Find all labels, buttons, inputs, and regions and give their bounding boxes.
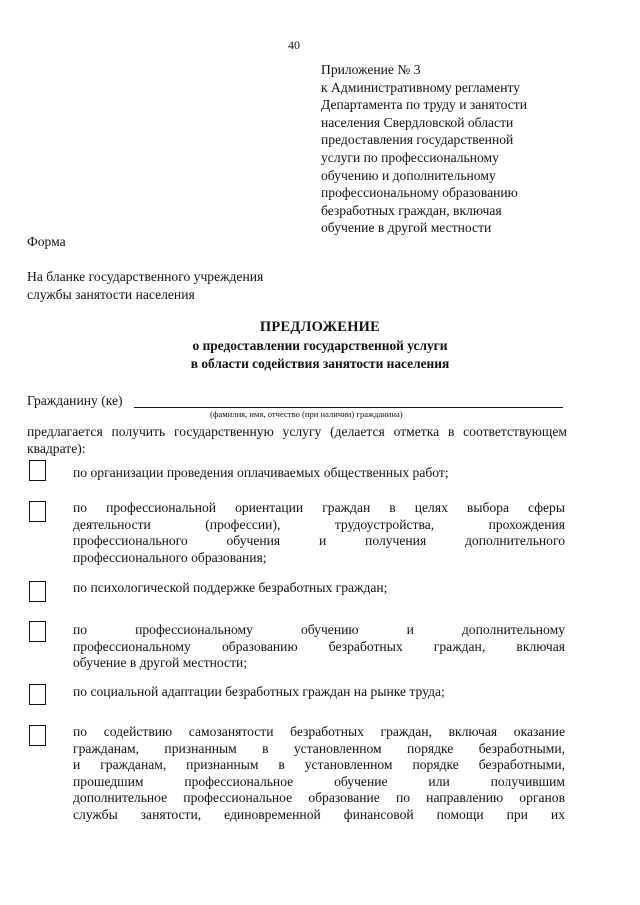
appendix-line: Департамента по труду и занятости: [321, 97, 527, 113]
option-line: по профессиональной ориентации граждан в целях выбора сферы: [73, 500, 565, 515]
appendix-line: профессиональному образованию: [321, 185, 518, 201]
option-vocational-training: [73, 622, 565, 672]
option-line: по социальной адаптации безработных граждан на рынке труда;: [73, 684, 445, 699]
intro-text: предлагается получить государственную услугу (делается отметка в соответствующем квадрате):: [27, 424, 567, 456]
option-line: профессионального обучения и получения дополнительного: [73, 533, 565, 549]
option-line: службы занятости, единовременной финансовой помощи при их: [73, 806, 565, 822]
appendix-line: услуги по профессиональному: [321, 149, 499, 165]
appendix-header: [321, 61, 581, 237]
option-social-adaptation: [73, 684, 565, 701]
appendix-line: обучение в другой местности: [321, 220, 492, 236]
appendix-line: населения Свердловской области: [321, 114, 514, 130]
page-number: 40: [288, 38, 300, 52]
citizen-label: Гражданину (ке): [27, 393, 123, 408]
appendix-line: Приложение № 3: [321, 62, 421, 77]
appendix-line: обучению и дополнительному: [321, 167, 496, 183]
option-line: по психологической поддержке безработных граждан;: [73, 580, 388, 595]
citizen-name-caption: (фамилия, имя, отчество (при наличии) гражданина): [210, 409, 403, 419]
appendix-line: предоставления государственной: [321, 132, 514, 148]
option-line: прошедшим профессиональное обучение или получившим: [73, 773, 565, 789]
checkbox-vocational-training[interactable]: [29, 621, 46, 642]
option-line: по организации проведения оплачиваемых общественных работ;: [73, 465, 449, 480]
appendix-line: к Административному регламенту: [321, 79, 521, 95]
checkbox-psych-support[interactable]: [29, 581, 46, 602]
option-line: профессионального образования;: [73, 549, 267, 565]
document-title: ПРЕДЛОЖЕНИЕ: [259, 319, 381, 335]
checkbox-social-adaptation[interactable]: [29, 684, 46, 705]
checkbox-public-works[interactable]: [29, 460, 46, 481]
citizen-name-field[interactable]: [134, 407, 563, 408]
document-subtitle: в области содействия занятости населения: [190, 356, 450, 371]
option-line: и гражданам, признанным в установленном порядке безработными,: [73, 757, 565, 773]
option-line: профессиональному образованию безработных граждан, включая: [73, 638, 565, 654]
checkbox-self-employment[interactable]: [29, 725, 46, 746]
option-line: дополнительное профессиональное образование по направлению органов: [73, 790, 565, 806]
form-label: Форма: [27, 234, 66, 249]
document-subtitle: о предоставлении государственной услуги: [192, 338, 448, 353]
option-line: деятельности (профессии), трудоустройства, прохождения: [73, 516, 565, 532]
option-self-employment: [73, 724, 565, 824]
letterhead-line: На бланке государственного учреждения: [27, 269, 264, 284]
option-psych-support: [73, 580, 565, 597]
option-career-guidance: [73, 500, 565, 566]
option-line: обучение в другой местности;: [73, 655, 248, 671]
letterhead-line: службы занятости населения: [27, 286, 195, 302]
letterhead-note: [27, 268, 263, 303]
option-line: гражданам, признанным в установленном порядке безработными,: [73, 740, 565, 756]
option-line: по профессиональному обучению и дополнительному: [73, 622, 565, 637]
checkbox-career-guidance[interactable]: [29, 501, 46, 522]
option-public-works: [73, 465, 565, 482]
option-line: по содействию самозанятости безработных граждан, включая оказание: [73, 724, 565, 739]
appendix-line: безработных граждан, включая: [321, 202, 502, 218]
